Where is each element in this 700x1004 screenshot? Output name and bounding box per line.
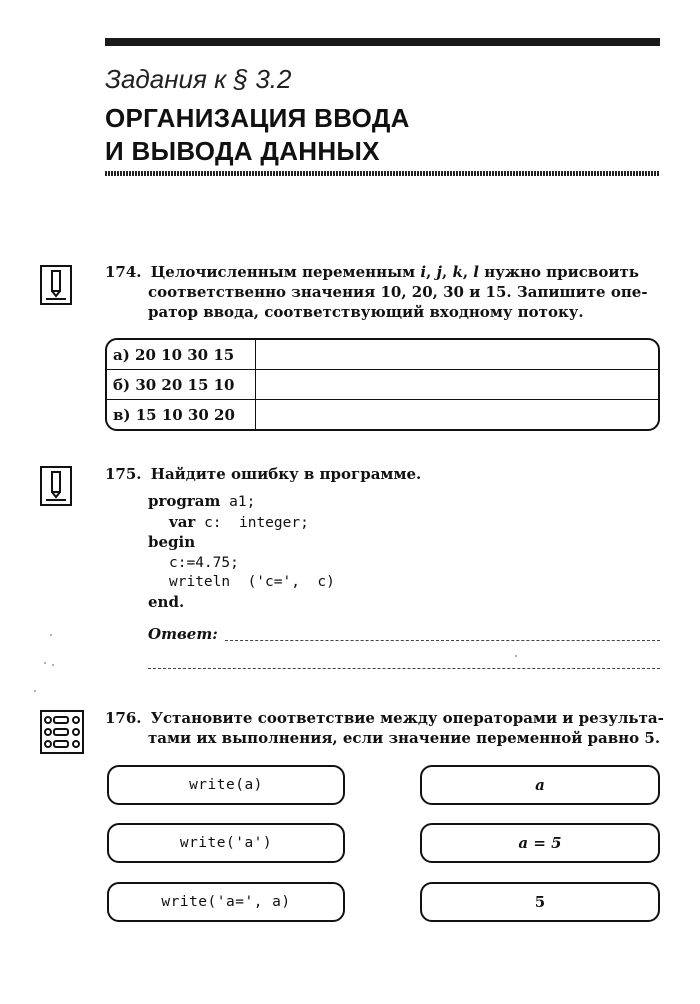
task-175-text <box>105 464 421 484</box>
task-176-text <box>105 708 665 748</box>
code-kw-begin: begin <box>148 533 196 551</box>
var-j: j <box>436 263 442 281</box>
task-174-line3: ратор ввода, соответствующий входному потоку. <box>148 303 584 321</box>
result-label: a = 5 <box>518 834 562 852</box>
result-box[interactable] <box>420 823 660 863</box>
section-title-line1: ОРГАНИЗАЦИЯ ВВОДА <box>105 103 410 133</box>
title-underline <box>105 171 660 176</box>
result-box[interactable] <box>420 765 660 805</box>
row-label: в) 15 10 30 20 <box>107 400 256 429</box>
answer-cell[interactable] <box>256 340 658 370</box>
task-174-text: 174. Целочисленным переменным i, j, k, l нужно присвоить соответственно значения 10, 20, 30 и 15. Запишите опе- ратор ввода, соответствующий входному потоку. <box>105 262 665 322</box>
table-row <box>107 340 658 370</box>
result-label: a <box>535 776 545 794</box>
answer-cell[interactable] <box>256 370 658 400</box>
code-kw-var: var <box>169 512 196 531</box>
scan-speck <box>50 634 52 636</box>
task-176-line1: Установите соответствие между операторами и результа- <box>150 709 664 727</box>
task-174-text-b: нужно присвоить <box>484 263 639 281</box>
code-assign: c:=4.75; <box>169 554 239 571</box>
answer-line-2[interactable] <box>148 668 660 669</box>
operator-box[interactable] <box>107 882 345 922</box>
var-i: i <box>420 263 427 281</box>
scan-speck <box>44 662 46 664</box>
task-174-text-a: Целочисленным переменным <box>150 263 416 281</box>
code-writeln: writeln ('c=', c) <box>169 574 335 590</box>
table-row <box>107 370 658 400</box>
operator-label: write(a) <box>189 777 263 793</box>
answer-cell[interactable] <box>256 400 658 429</box>
task-176-number: 176. <box>105 709 142 727</box>
task-174-table <box>105 338 660 431</box>
write-task-icon <box>40 265 72 305</box>
row-label: а) 20 10 30 15 <box>107 340 256 370</box>
task-175-prompt: Найдите ошибку в программе. <box>150 465 422 483</box>
section-title-line2: И ВЫВОДА ДАННЫХ <box>105 136 380 166</box>
section-subtitle: Задания к § 3.2 <box>105 64 292 94</box>
operator-label: write('a=', a) <box>161 894 291 910</box>
top-rule <box>105 38 660 46</box>
code-program-rest: a1; <box>220 494 256 510</box>
section-title <box>105 102 410 168</box>
result-label: 5 <box>534 893 546 911</box>
task-176-line2: тами их выполнения, если значение переменной равно 5. <box>148 729 661 747</box>
scan-speck <box>515 655 517 657</box>
program-code <box>148 492 335 613</box>
var-k: k <box>452 263 463 281</box>
task-174-line2: соответственно значения 10, 20, 30 и 15. Запишите опе- <box>148 283 648 301</box>
row-label: б) 30 20 15 10 <box>107 370 256 400</box>
answer-label: Ответ: <box>148 625 218 643</box>
matching-task-icon <box>40 710 84 754</box>
code-kw-end: end. <box>148 592 185 611</box>
scan-speck <box>52 664 54 666</box>
answer-line-1[interactable] <box>225 640 660 641</box>
operator-box[interactable] <box>107 823 345 863</box>
table-row <box>107 400 658 429</box>
var-l: l <box>473 263 479 281</box>
task-174-number: 174. <box>105 263 142 281</box>
result-box[interactable] <box>420 882 660 922</box>
code-var-rest: c: integer; <box>195 514 309 531</box>
operator-box[interactable] <box>107 765 345 805</box>
task-175-number: 175. <box>105 465 142 483</box>
write-task-icon <box>40 466 72 506</box>
scan-speck <box>34 690 36 692</box>
code-kw-program: program <box>148 492 221 510</box>
operator-label: write('a') <box>179 835 273 851</box>
